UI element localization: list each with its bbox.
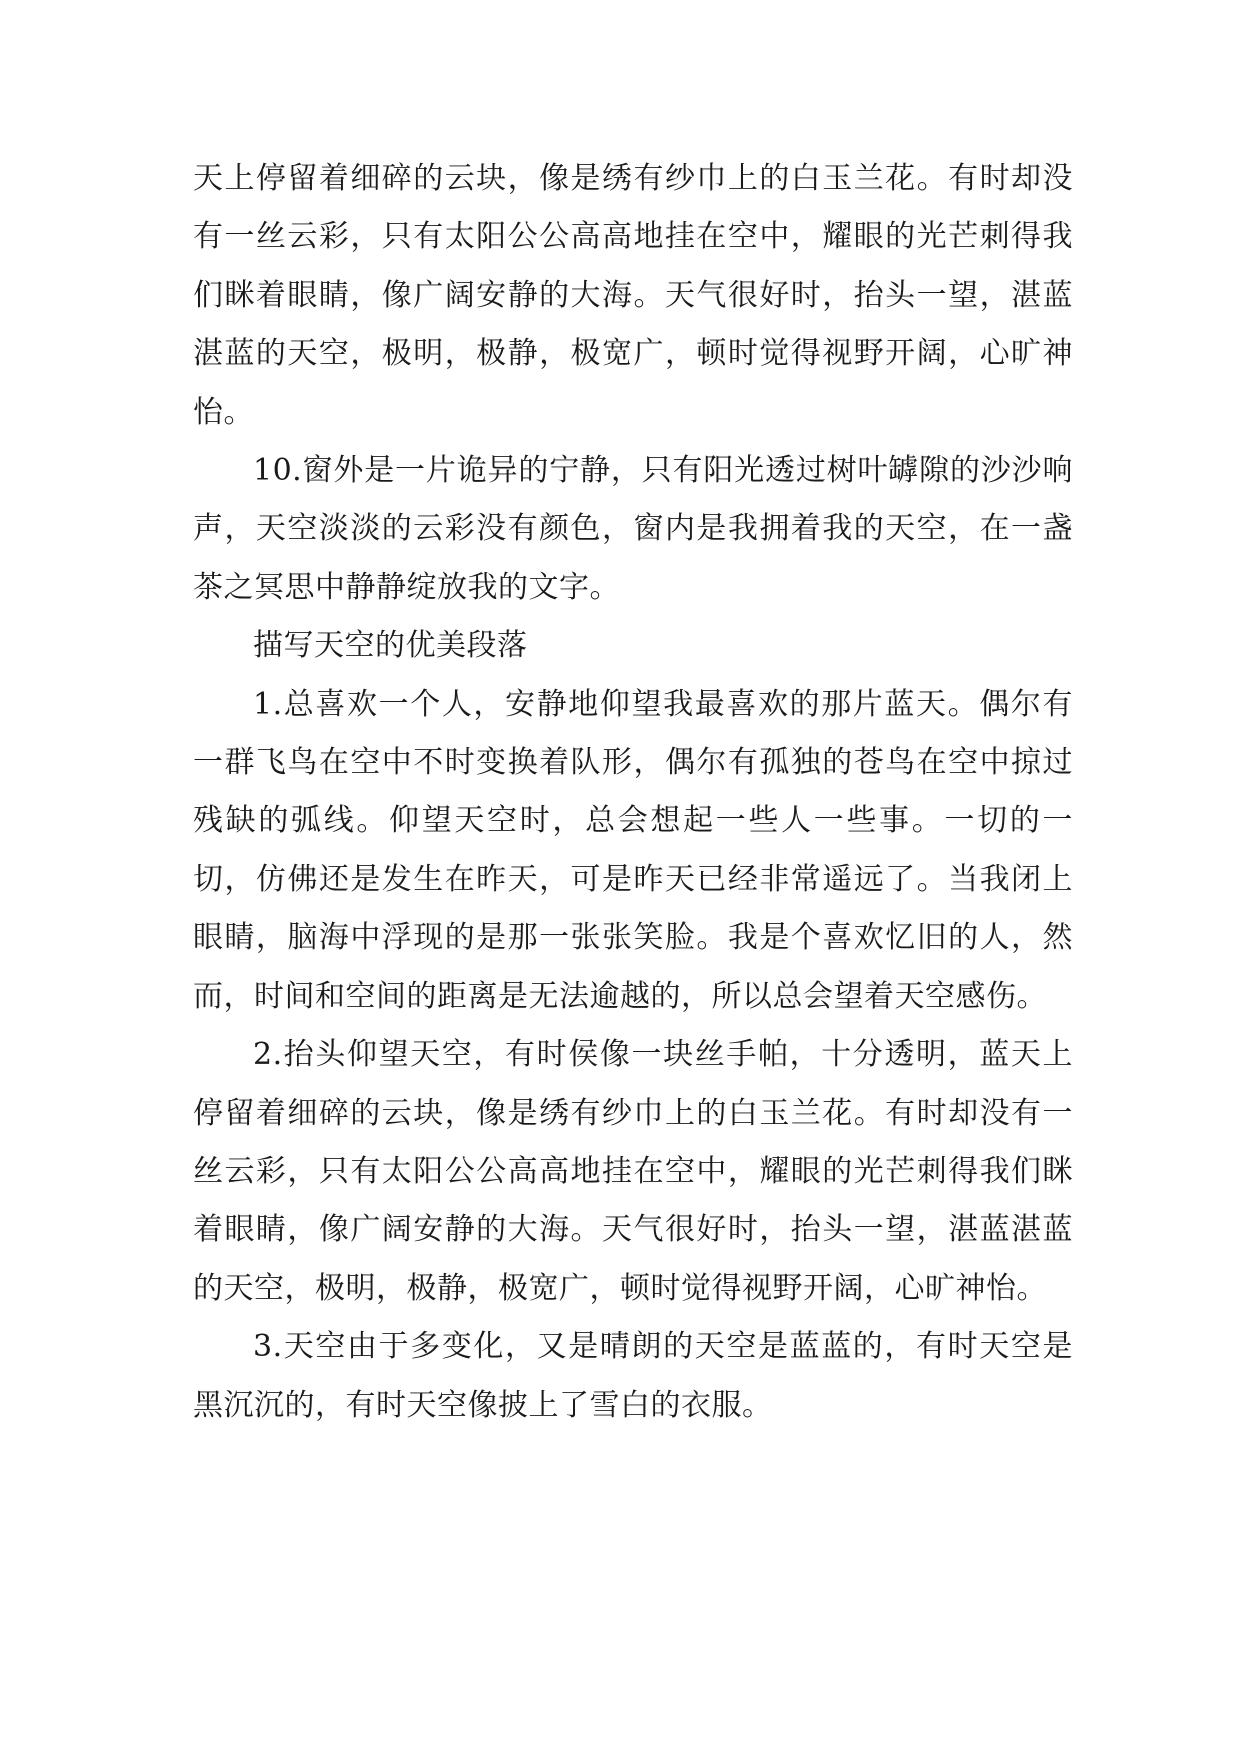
paragraph-item-1: 1.总喜欢一个人，安静地仰望我最喜欢的那片蓝天。偶尔有一群飞鸟在空中不时变换着队形，偶尔有孤独的苍鸟在空中掠过残缺的弧线。仰望天空时，总会想起一些人一些事。一切的一切，仿佛还是发生在昨天，可是昨天已经非常遥远了。当我闭上眼睛，脑海中浮现的是那一张张笑脸。我是个喜欢忆旧的人，然而，时间和空间的距离是无法逾越的，所以总会望着天空感伤。 bbox=[193, 686, 1073, 1014]
section-heading: 描写天空的优美段落 bbox=[253, 628, 528, 664]
paragraph-item-10: 10.窗外是一片诡异的宁静，只有阳光透过树叶罅隙的沙沙响声，天空淡淡的云彩没有颜色，窗内是我拥着我的天空，在一盏茶之冥思中静静绽放我的文字。 bbox=[193, 453, 1073, 605]
paragraph-item-2: 2.抬头仰望天空，有时侯像一块丝手帕，十分透明，蓝天上停留着细碎的云块，像是绣有纱巾上的白玉兰花。有时却没有一丝云彩，只有太阳公公高高地挂在空中，耀眼的光芒刺得我们眯着眼睛，像广阔安静的大海。天气很好时，抬头一望，湛蓝湛蓝的天空，极明，极静，极宽广，顿时觉得视野开阔，心旷神怡。 bbox=[193, 1037, 1073, 1306]
paragraph-item-3: 3.天空由于多变化，又是晴朗的天空是蓝蓝的，有时天空是黑沉沉的，有时天空像披上了雪白的衣服。 bbox=[193, 1329, 1073, 1423]
document-body bbox=[193, 150, 1073, 1435]
paragraph-continued: 天上停留着细碎的云块，像是绣有纱巾上的白玉兰花。有时却没有一丝云彩，只有太阳公公高高地挂在空中，耀眼的光芒刺得我们眯着眼睛，像广阔安静的大海。天气很好时，抬头一望，湛蓝湛蓝的天空，极明，极静，极宽广，顿时觉得视野开阔，心旷神怡。 bbox=[193, 161, 1073, 430]
